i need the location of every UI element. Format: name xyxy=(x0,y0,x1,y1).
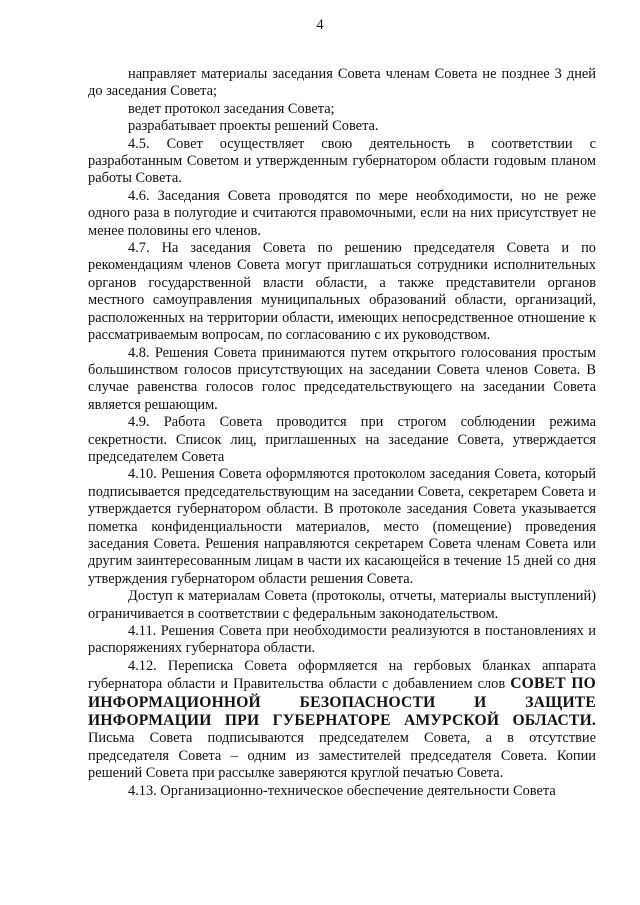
paragraph-4-13: 4.13. Организационно-техническое обеспечение деятельности Совета xyxy=(128,782,556,799)
paragraph-4-12 xyxy=(88,658,596,783)
paragraph-4-12-start: 4.12. Переписка Совета оформляется на гербовых бланках аппарата губернатора области и Правительства области с добавлением слов xyxy=(88,657,596,693)
paragraph-4-10: 4.10. Решения Совета оформляются протоколом заседания Совета, который подписывается председательствующим на заседании Совета, секретарем Совета и утверждается губернатором области. В протоколе заседания Совета указывается пометка конфиденциальности материалов, место (помещение) проведения заседания Совета. Решения направляются секретарем Совета членам Совета или другим заинтересованным лицам в части их касающейся в течение 15 дней со дня утверждения губернатором области решения Совета. xyxy=(88,466,596,587)
paragraph-4-6: 4.6. Заседания Совета проводятся по мере необходимости, но не реже одного раза в полугодие и считаются правомочными, если на них присутствует не менее половины его членов. xyxy=(88,187,596,239)
page-number: 4 xyxy=(316,17,324,33)
paragraph-4-12-end: Письма Совета подписываются председателем Совета, а в отсутствие председателя Совета – одним из заместителей председателя Совета. Копии решений Совета при рассылке заверяются круглой печатью Совета. xyxy=(88,730,596,782)
paragraph-1: направляет материалы заседания Совета членам Совета не позднее 3 дней до заседания Совета; xyxy=(88,66,596,100)
paragraph-4-8: 4.8. Решения Совета принимаются путем открытого голосования простым большинством голосов присутствующих на заседании Совета членов Совета. В случае равенства голосов голос председательствующего на заседании Совета является решающим. xyxy=(88,344,596,413)
paragraph-2: ведет протокол заседания Совета; xyxy=(128,100,335,117)
paragraph-3: разрабатывает проекты решений Совета. xyxy=(128,118,379,135)
council-name-bold: СОВЕТ ПО ИНФОРМАЦИОННОЙ БЕЗОПАСНОСТИ И ЗАЩИТЕ ИНФОРМАЦИИ ПРИ ГУБЕРНАТОРЕ АМУРСКОЙ ОБЛАСТИ. xyxy=(88,675,596,730)
paragraph-access: Доступ к материалам Совета (протоколы, отчеты, материалы выступлений) ограничивается в соответствии с федеральным законодательством. xyxy=(88,588,596,622)
paragraph-4-11: 4.11. Решения Совета при необходимости реализуются в постановлениях и распоряжениях губернатора области. xyxy=(88,623,596,657)
document-body xyxy=(88,66,596,800)
paragraph-4-9: 4.9. Работа Совета проводится при строгом соблюдении режима секретности. Список лиц, приглашенных на заседание Совета, утверждается председателем Совета xyxy=(88,414,596,465)
paragraph-4-5: 4.5. Совет осуществляет свою деятельность в соответствии с разработанным Советом и утвержденным губернатором области годовым планом работы Совета. xyxy=(88,135,596,187)
paragraph-4-7: 4.7. На заседания Совета по решению председателя Совета и по рекомендациям членов Совета могут приглашаться сотрудники исполнительных органов государственной власти области, а также представители органов местного самоуправления муниципальных образований области, организаций, расположенных на территории области, имеющих непосредственное отношение к рассматриваемым вопросам, по согласованию с их руководством. xyxy=(88,240,596,344)
